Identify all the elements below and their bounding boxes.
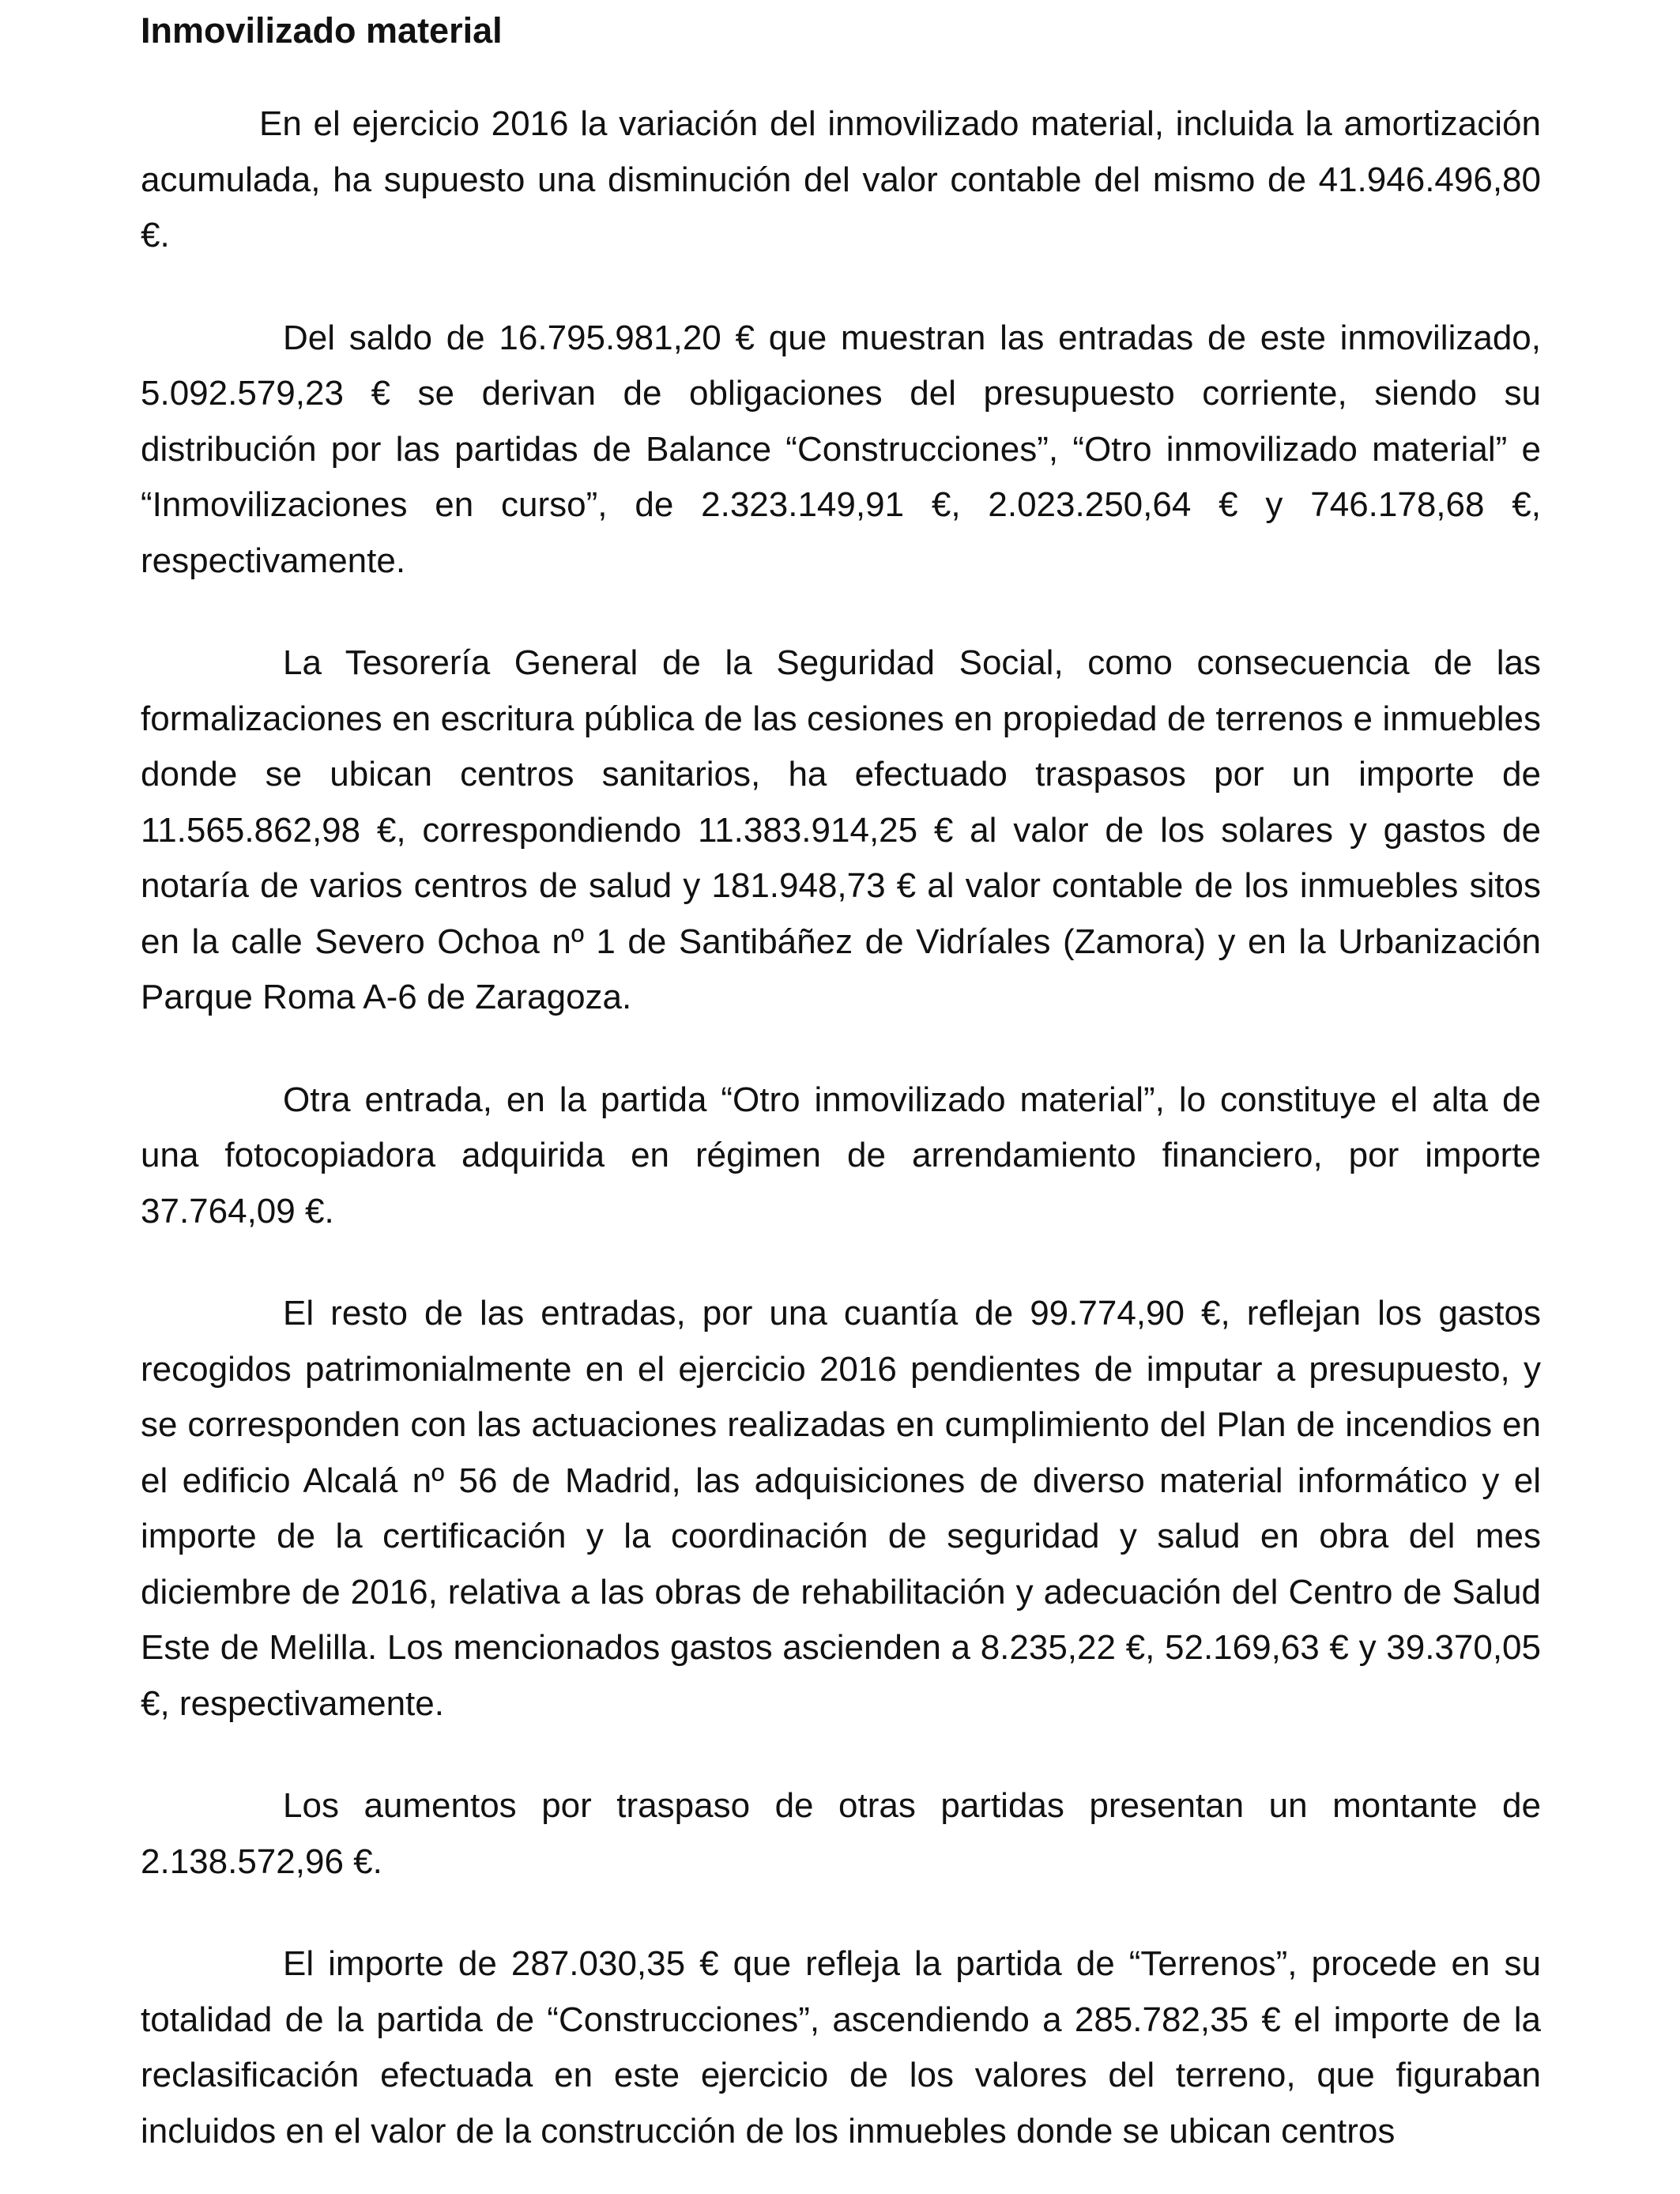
paragraph-tgss-transfers: La Tesorería General de la Seguridad Social, como consecuencia de las formalizaciones en escritura pública de las cesiones en propiedad de terrenos e inmuebles donde se ubican centros sanitarios, ha efectuado traspasos por un importe de 11.565.862,98 €, correspondiendo 11.383.914,25 € al valor de los solares y gastos de notaría de varios centros de salud y 181.948,73 € al valor contable de los inmuebles sitos en la calle Severo Ochoa nº 1 de Santibáñez de Vidríales (Zamora) y en la Urbanización Parque Roma A-6 de Zaragoza.: [141, 643, 1541, 1016]
document-page: [141, 0, 1541, 2159]
paragraph-variation: En el ejercicio 2016 la variación del inmovilizado material, incluida la amortización acumulada, ha supuesto una disminución del valor contable del mismo de 41.946.496,80 €.: [141, 104, 1541, 254]
paragraph-land: El importe de 287.030,35 € que refleja la partida de “Terrenos”, procede en su totalidad de la partida de “Construcciones”, ascendiendo a 285.782,35 € el importe de la reclasificación efectuada en este ejercicio de los valores del terreno, que figuraban incluidos en el valor de la construcción de los inmuebles donde se ubican centros: [141, 1944, 1541, 2151]
section-heading: Inmovilizado material: [141, 10, 503, 51]
paragraph-transfer-increases: Los aumentos por traspaso de otras partidas presentan un montante de 2.138.572,96 €.: [141, 1786, 1541, 1881]
paragraph-entries-balance: Del saldo de 16.795.981,20 € que muestran las entradas de este inmovilizado, 5.092.579,23 € se derivan de obligaciones del presupuesto corriente, siendo su distribución por las partidas de Balance “Construcciones”, “Otro inmovilizado material” e “Inmovilizaciones en curso”, de 2.323.149,91 €, 2.023.250,64 € y 746.178,68 €, respectivamente.: [141, 318, 1541, 580]
paragraph-remaining-entries: El resto de las entradas, por una cuantía de 99.774,90 €, reflejan los gastos recogidos patrimonialmente en el ejercicio 2016 pendientes de imputar a presupuesto, y se corresponden con las actuaciones realizadas en cumplimiento del Plan de incendios en el edificio Alcalá nº 56 de Madrid, las adquisiciones de diverso material informático y el importe de la certificación y la coordinación de seguridad y salud en obra del mes diciembre de 2016, relativa a las obras de rehabilitación y adecuación del Centro de Salud Este de Melilla. Los mencionados gastos ascienden a 8.235,22 €, 52.169,63 € y 39.370,05 €, respectivamente.: [141, 1294, 1541, 1723]
paragraph-photocopier: Otra entrada, en la partida “Otro inmovilizado material”, lo constituye el alta de una fotocopiadora adquirida en régimen de arrendamiento financiero, por importe 37.764,09 €.: [141, 1080, 1541, 1231]
